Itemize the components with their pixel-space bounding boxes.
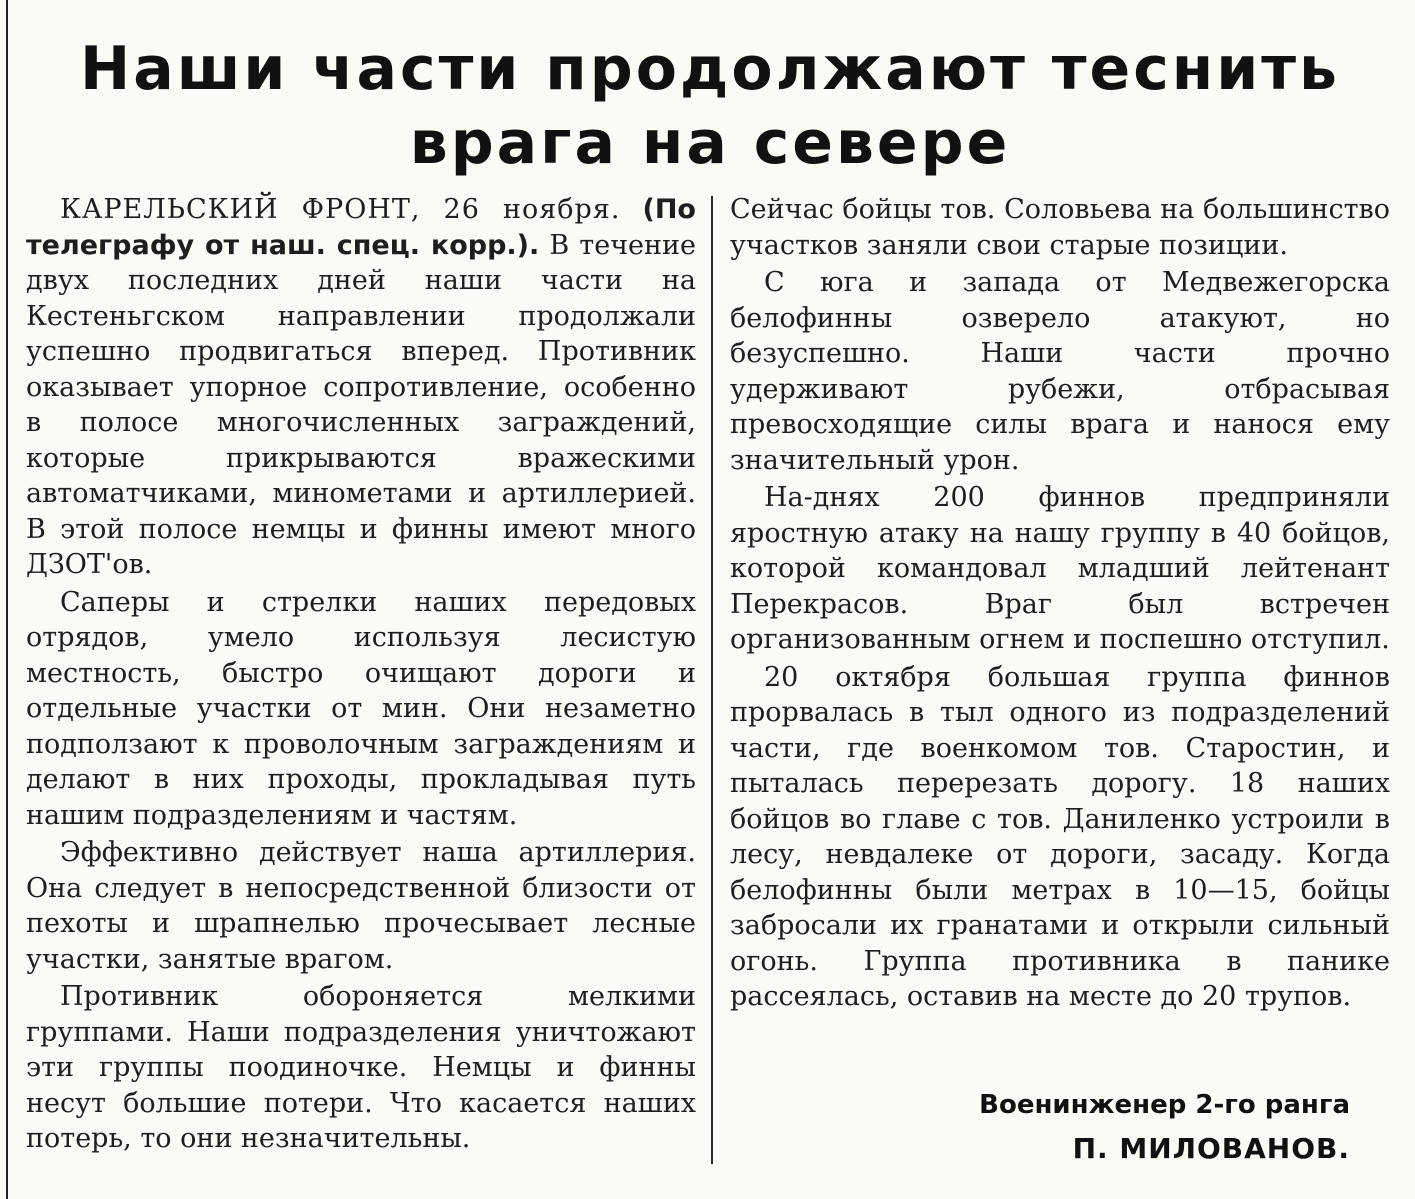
article-column-left [26, 192, 696, 1159]
dateline: КАРЕЛЬСКИЙ ФРОНТ, 26 ноября. [60, 194, 621, 225]
paragraph-3: Эффективно действует наша артиллерия. Она следует в непосредственной близости от пехоты и шрапнелью прочесывает лесные участки, занятые врагом. [26, 837, 696, 975]
paragraph-7: На-днях 200 финнов предприняли яростную атаку на нашу группу в 40 бойцов, которой командовал младший лейтенант Перекрасов. Враг был встречен организованным огнем и поспешно отступил. [730, 482, 1390, 655]
paragraph-1 [26, 192, 696, 583]
paragraph-8: 20 октября большая группа финнов прорвалась в тыл одного из подразделений части, где военкомом тов. Старостин, и пыталась перерезать дорогу. 18 наших бойцов во главе с тов. Даниленко устроили в лесу, невдалеке от дороги, засаду. Когда белофинны были метрах в 10—15, бойцы забросали их гранатами и открыли сильный огонь. Группа противника в панике рассеялась, оставив на месте до 20 трупов. [730, 661, 1390, 1012]
paragraph-1-text: В течение двух последних дней наши части на Кестеньгском направлении продолжали успешно продвигаться вперед. Противник оказывает упорное сопротивление, особенно в полосе многочисленных заграждений, которые прикрываются вражескими автоматчиками, минометами и артиллерией. В этой полосе немцы и финны имеют много ДЗОТ'ов. [26, 229, 696, 580]
paragraph-2: Саперы и стрелки наших передовых отрядов, умело используя лесистую местность, быстро очищают дороги и отдельные участки от мин. Они незаметно подползают к проволочным заграждениям и делают в них проходы, прокладывая путь нашим подразделениям и частям. [26, 586, 696, 831]
article-column-right [730, 192, 1390, 1017]
paragraph-4: Противник обороняется мелкими группами. Наши подразделения уничтожают эти группы поодиночке. Немцы и финны несут большие потери. Что касается наших потерь, то они незначительны. [26, 981, 696, 1154]
correspondent-credit: (По телеграфу от наш. спец. корр.). [26, 194, 696, 261]
author-rank: Военинженер 2-го ранга [979, 1090, 1350, 1120]
headline-line-1: Наши части продолжают теснить [80, 34, 1340, 104]
article-headline [40, 32, 1380, 180]
headline-line-2: врага на севере [409, 108, 1011, 178]
column-divider [711, 196, 713, 1164]
page-edge-rule [6, 0, 8, 1199]
author-name: П. МИЛОВАНОВ. [1072, 1132, 1350, 1165]
paragraph-6: С юга и запада от Медвежегорска белофинны озверело атакуют, но безуспешно. Наши части прочно удерживают рубежи, отбрасывая превосходящие силы врага и нанося ему значительный урон. [730, 267, 1390, 476]
paragraph-5: Сейчас бойцы тов. Соловьева на большинство участков заняли свои старые позиции. [730, 194, 1390, 261]
